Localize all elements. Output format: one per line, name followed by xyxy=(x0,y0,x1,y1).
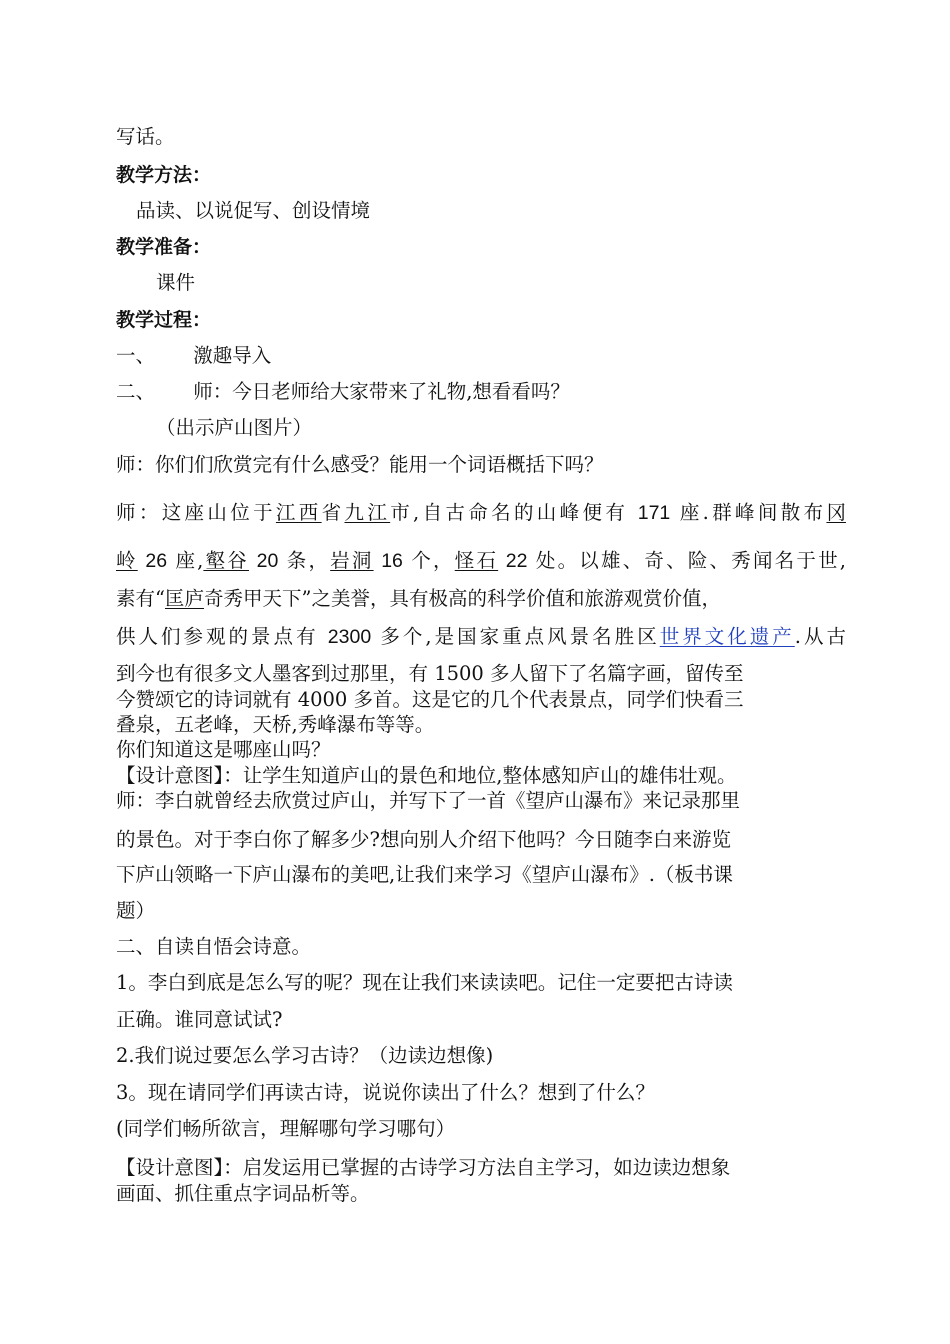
number: 16 xyxy=(373,550,403,572)
design-intent-note: 画面、抓住重点字词品析等。 xyxy=(116,1182,370,1205)
paragraph-line: 你们知道这是哪座山吗？ xyxy=(116,738,331,761)
underlined-term: 匡庐 xyxy=(164,587,204,610)
text-segment: 条， xyxy=(278,549,331,572)
text-segment: .从古 xyxy=(794,625,846,648)
underlined-term: 壑谷 xyxy=(203,549,249,572)
list-item xyxy=(116,379,846,405)
text-segment: 奇秀甲天下”之美誉，具有极高的科学价值和旅游观赏价值， xyxy=(204,587,721,610)
paragraph-line: 下庐山领略一下庐山瀑布的美吧,让我们来学习《望庐山瀑布》.（板书课 xyxy=(116,863,733,886)
text-line: （出示庐山图片） xyxy=(156,416,313,439)
paragraph-line: 的景色。对于李白你了解多少?想向别人介绍下他吗？今日随李白来游览 xyxy=(116,828,731,851)
underlined-term: 冈 xyxy=(826,501,846,524)
design-intent-note: 【设计意图】：启发运用已掌握的古诗学习方法自主学习，如边读边想象 xyxy=(116,1156,731,1179)
paragraph-line: 到今也有很多文人墨客到过那里，有 1500 多人留下了名篇字画，留传至 xyxy=(116,662,744,685)
text-segment: 省 xyxy=(321,501,345,524)
number: 22 xyxy=(498,550,528,572)
text-segment: 多个,是国家重点风景名胜区 xyxy=(371,625,660,648)
text-line: 师：你们们欣赏完有什么感受？能用一个词语概括下吗？ xyxy=(116,453,604,476)
section-heading: 二、自读自悟会诗意。 xyxy=(116,935,312,958)
text-segment: 座.群峰间散布 xyxy=(670,501,827,524)
paragraph-line xyxy=(116,500,846,526)
paragraph-line: 1。李白到底是怎么写的呢？现在让我们来读读吧。记住一定要把古诗读 xyxy=(116,971,733,994)
heading-teaching-preparation: 教学准备： xyxy=(116,236,212,258)
number: 2300 xyxy=(327,626,372,648)
list-text: 激趣导入 xyxy=(193,344,272,367)
paragraph-line xyxy=(116,624,846,650)
text-segment: 市,自古命名的山峰便有 xyxy=(390,501,638,524)
paragraph-line: 师：李白就曾经去欣赏过庐山，并写下了一首《望庐山瀑布》来记录那里 xyxy=(116,789,741,812)
number: 171 xyxy=(637,502,671,524)
paragraph-line: 叠泉，五老峰，天桥,秀峰瀑布等等。 xyxy=(116,713,435,736)
underlined-term: 岭 xyxy=(116,549,138,572)
text-segment: 座, xyxy=(167,549,204,572)
text-segment: 处。以雄、奇、险、秀闻名于世, xyxy=(527,549,847,572)
world-heritage-link[interactable]: 世界文化遗产 xyxy=(659,625,795,648)
paragraph-line: 2.我们说过要怎么学习古诗？（边读边想像) xyxy=(116,1044,494,1067)
list-item xyxy=(116,343,846,369)
paragraph-line: 题） xyxy=(116,899,156,922)
underlined-term: 江西 xyxy=(275,501,322,524)
design-intent-note: 【设计意图】：让学生知道庐山的景色和地位,整体感知庐山的雄伟壮观。 xyxy=(116,764,737,787)
text-segment: 供人们参观的景点有 xyxy=(116,625,328,648)
text-line: 课件 xyxy=(156,271,196,294)
list-number: 二、 xyxy=(116,380,156,403)
heading-teaching-method: 教学方法： xyxy=(116,164,212,186)
text-segment: 个， xyxy=(402,549,455,572)
text-line: 写话。 xyxy=(116,125,175,148)
list-number: 一、 xyxy=(116,344,156,367)
text-segment: 师：这座山位于 xyxy=(116,501,276,524)
underlined-term: 怪石 xyxy=(454,549,499,572)
underlined-term: 九江 xyxy=(344,501,391,524)
paragraph-line: 3。现在请同学们再读古诗，说说你读出了什么？想到了什么？ xyxy=(116,1081,655,1104)
number: 20 xyxy=(249,550,279,572)
paragraph-line xyxy=(116,586,846,612)
paragraph-line xyxy=(116,548,846,574)
number: 26 xyxy=(137,550,168,572)
list-text: 师：今日老师给大家带来了礼物,想看看吗？ xyxy=(193,380,570,403)
paragraph-line: 正确。谁同意试试? xyxy=(116,1008,283,1031)
paragraph-line: 今赞颂它的诗词就有 4000 多首。这是它的几个代表景点，同学们快看三 xyxy=(116,688,744,711)
heading-teaching-process: 教学过程： xyxy=(116,309,212,331)
text-segment: 素有“ xyxy=(116,587,165,610)
text-line: 品读、以说促写、创设情境 xyxy=(136,199,371,222)
paragraph-line: (同学们畅所欲言，理解哪句学习哪句） xyxy=(116,1117,456,1140)
underlined-term: 岩洞 xyxy=(330,549,374,572)
